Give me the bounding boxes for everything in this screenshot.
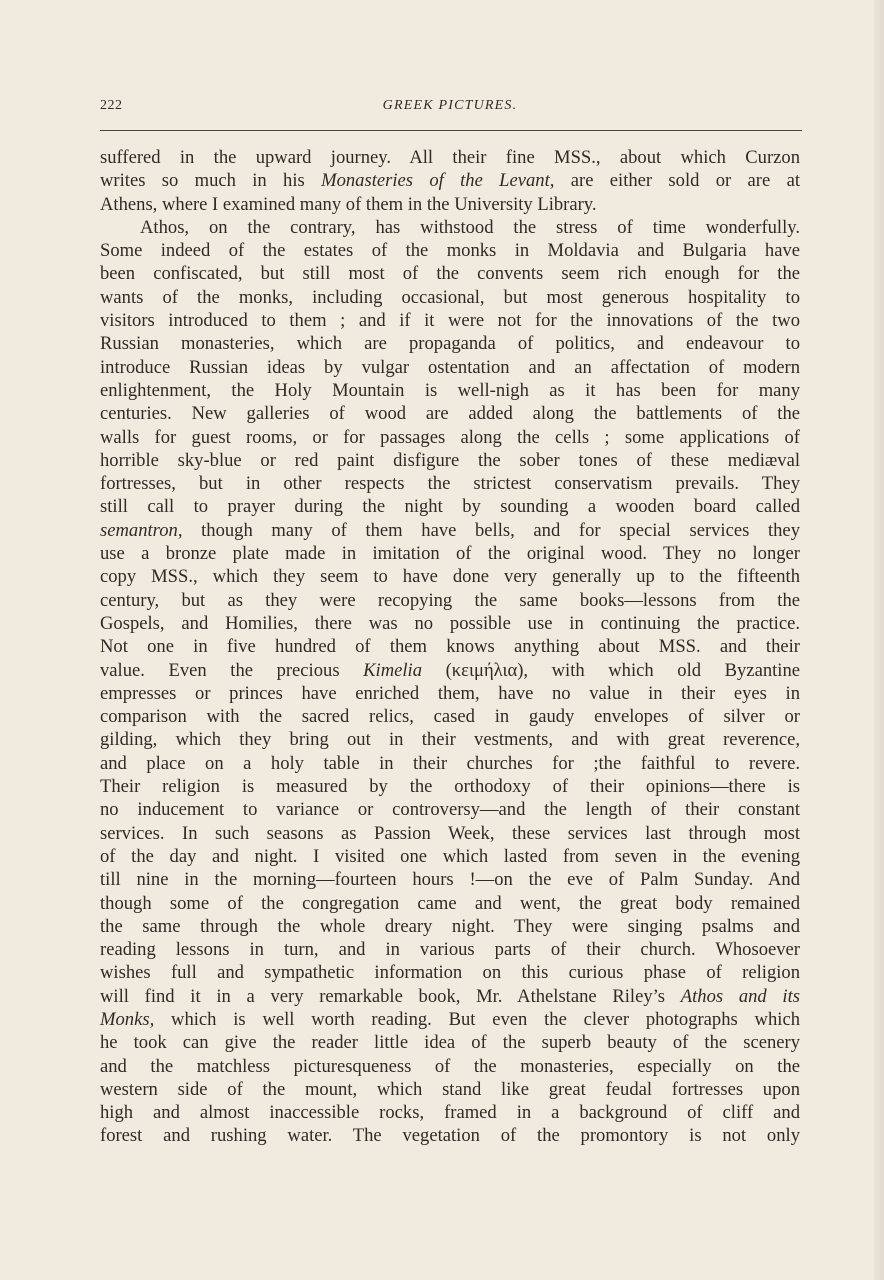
text-line: reading lessons in turn, and in various parts of their church. Whosoever	[100, 939, 800, 961]
text-line: services. In such seasons as Passion Week, these services last through most	[100, 822, 800, 844]
text-line: no inducement to variance or controversy—and the length of their constant	[100, 799, 800, 821]
text-line: centuries. New galleries of wood are added along the battlements of the	[100, 403, 800, 425]
text-line: wishes full and sympathetic information on this curious phase of religion	[100, 962, 800, 984]
text-line: he took can give the reader little idea of the superb beauty of the scenery	[100, 1032, 800, 1054]
text-line: empresses or princes have enriched them, have no value in their eyes in	[100, 682, 800, 704]
text-line	[100, 659, 800, 682]
page-header	[100, 98, 800, 120]
italic-term: semantron,	[100, 519, 183, 541]
text-line: horrible sky-blue or red paint disfigure the sober tones of these mediæval	[100, 449, 800, 471]
page-number: 222	[100, 98, 123, 113]
text-line: Their religion is measured by the orthodoxy of their opinions—there is	[100, 776, 800, 798]
text-fragment: which is well worth reading. But even the clever photographs which	[154, 1008, 800, 1030]
text-fragment: will find it in a very remarkable book, Mr. Athelstane Riley’s	[100, 985, 681, 1007]
text-line: use a bronze plate made in imitation of the original wood. They no longer	[100, 543, 800, 565]
text-line: western side of the mount, which stand like great feudal fortresses upon	[100, 1078, 800, 1100]
text-line	[100, 519, 800, 542]
body-text	[100, 146, 800, 1148]
text-line: fortresses, but in other respects the strictest conservatism prevails. They	[100, 473, 800, 495]
book-title: Monks,	[100, 1008, 155, 1030]
text-line	[100, 985, 800, 1008]
text-line: gilding, which they bring out in their vestments, and with great reverence,	[100, 729, 800, 751]
greek-term: (κειμήλια),	[422, 659, 552, 681]
text-line: suffered in the upward journey. All their fine MSS., about which Curzon	[100, 147, 800, 168]
book-title: Athos and its	[680, 985, 800, 1007]
text-line: the same through the whole dreary night. They were singing psalms and	[100, 915, 800, 937]
text-fragment: are either sold or are at	[554, 170, 801, 192]
text-line: of the day and night. I visited one which lasted from seven in the evening	[100, 845, 800, 867]
running-title: GREEK PICTURES.	[382, 98, 518, 113]
text-line: enlightenment, the Holy Mountain is well-nigh as it has been for many	[100, 379, 800, 401]
book-title: Monasteries of the Levant,	[321, 170, 555, 192]
text-line: Gospels, and Homilies, there was no possible use in continuing the practice.	[100, 612, 800, 634]
text-line: century, but as they were recopying the same books—lessons from the	[100, 589, 800, 611]
text-line: visitors introduced to them ; and if it were not for the innovations of the two	[100, 310, 800, 332]
text-line: and the matchless picturesqueness of the monasteries, especially on the	[100, 1055, 800, 1077]
text-fragment: writes so much in his	[100, 170, 322, 192]
text-line: and place on a holy table in their churches for ;the faithful to revere.	[100, 752, 800, 774]
text-line: though some of the congregation came and went, the great body remained	[100, 892, 800, 914]
text-line	[100, 1008, 800, 1031]
text-line: comparison with the sacred relics, cased in gaudy envelopes of silver or	[100, 706, 800, 728]
text-line: Russian monasteries, which are propaganda of politics, and endeavour to	[100, 333, 800, 355]
text-line: walls for guest rooms, or for passages along the cells ; some applications of	[100, 426, 800, 448]
text-line: forest and rushing water. The vegetation of the promontory is not only	[100, 1125, 800, 1147]
italic-term: Kimelia	[363, 659, 423, 681]
text-line: Athos, on the contrary, has withstood the stress of time wonderfully.	[140, 216, 800, 238]
header-rule	[100, 130, 802, 131]
text-line: copy MSS., which they seem to have done very generally up to the fifteenth	[100, 566, 800, 588]
text-line: introduce Russian ideas by vulgar ostentation and an affectation of modern	[100, 356, 800, 378]
text-line: been confiscated, but still most of the convents seem rich enough for the	[100, 263, 800, 285]
text-line: Athens, where I examined many of them in the University Library.	[100, 193, 597, 215]
text-line: high and almost inaccessible rocks, framed in a background of cliff and	[100, 1102, 800, 1124]
text-fragment: though many of them have bells, and for special services they	[182, 519, 800, 541]
text-line: Not one in five hundred of them knows anything about MSS. and their	[100, 636, 800, 658]
text-line: still call to prayer during the night by sounding a wooden board called	[100, 496, 800, 518]
text-line: Some indeed of the estates of the monks in Moldavia and Bulgaria have	[100, 240, 800, 262]
text-line	[100, 169, 800, 192]
text-fragment: value. Even the precious	[100, 659, 364, 681]
text-line: wants of the monks, including occasional, but most generous hospitality to	[100, 286, 800, 308]
text-line: till nine in the morning—fourteen hours !—on the eve of Palm Sunday. And	[100, 869, 800, 891]
text-fragment: with which old Byzantine	[551, 659, 800, 681]
page-edge	[874, 0, 884, 1280]
